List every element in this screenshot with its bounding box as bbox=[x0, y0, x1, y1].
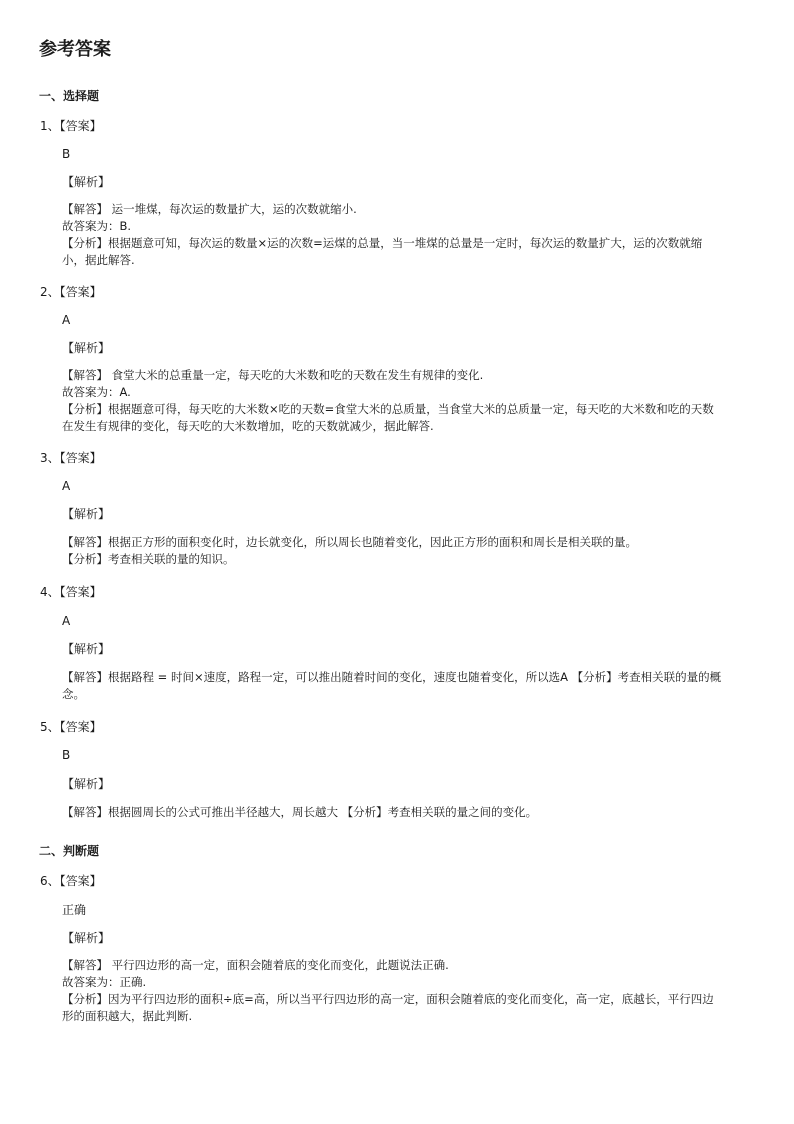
analysis-line: 【解答】 食堂大米的总重量一定，每天吃的大米数和吃的天数在发生有规律的变化. bbox=[62, 368, 484, 382]
analysis-line: 【解答】 平行四边形的高一定，面积会随着底的变化而变化，此题说法正确. bbox=[62, 958, 449, 972]
analysis-line: 【解答】 运一堆煤，每次运的数量扩大，运的次数就缩小. bbox=[62, 202, 357, 216]
analysis-heading: 【解析】 bbox=[62, 175, 111, 189]
analysis-line: 【分析】根据题意可知，每次运的数量×运的次数=运煤的总量，当一堆煤的总量是一定时，每次运的数量扩大，运的次数就缩小，据此解答. bbox=[62, 236, 703, 267]
analysis-heading: 【解析】 bbox=[62, 341, 111, 355]
analysis-line: 故答案为：B. bbox=[62, 219, 132, 233]
analysis-line: 【解答】根据圆周长的公式可推出半径越大，周长越大 【分析】考查相关联的量之间的变化。 bbox=[62, 805, 538, 819]
question-answer: B bbox=[62, 147, 71, 161]
question-label: 6、【答案】 bbox=[40, 874, 102, 888]
analysis-line: 故答案为：正确. bbox=[62, 975, 147, 989]
analysis-line: 【分析】考查相关联的量的知识。 bbox=[62, 552, 235, 566]
question-answer: A bbox=[62, 614, 71, 628]
question-label: 3、【答案】 bbox=[40, 451, 102, 465]
analysis-line: 【分析】因为平行四边形的面积÷底=高，所以当平行四边形的高一定，面积会随着底的变化而变化，高一定，底越长，平行四边形的面积越大，据此判断. bbox=[62, 992, 714, 1023]
analysis-body bbox=[62, 669, 722, 703]
analysis-line: 【分析】根据题意可得，每天吃的大米数×吃的天数=食堂大米的总质量，当食堂大米的总质量一定，每天吃的大米数和吃的天数在发生有规律的变化，每天吃的大米数增加，吃的天数就减少，据此解答. bbox=[62, 402, 714, 433]
analysis-heading: 【解析】 bbox=[62, 777, 111, 791]
analysis-body bbox=[62, 201, 722, 269]
question-answer: A bbox=[62, 479, 71, 493]
analysis-heading: 【解析】 bbox=[62, 931, 111, 945]
analysis-body bbox=[62, 957, 722, 1025]
section-title-judgement: 二、判断题 bbox=[39, 844, 100, 858]
question-answer: A bbox=[62, 313, 71, 327]
analysis-heading: 【解析】 bbox=[62, 642, 111, 656]
analysis-line: 故答案为：A. bbox=[62, 385, 131, 399]
question-answer: B bbox=[62, 748, 71, 762]
analysis-body bbox=[62, 367, 722, 435]
question-label: 1、【答案】 bbox=[40, 119, 102, 133]
question-label: 4、【答案】 bbox=[40, 585, 102, 599]
section-title-choice: 一、选择题 bbox=[39, 89, 100, 103]
page-title: 参考答案 bbox=[39, 39, 111, 60]
analysis-line: 【解答】根据路程 = 时间×速度，路程一定，可以推出随着时间的变化，速度也随着变化，所以选A 【分析】考查相关联的量的概念。 bbox=[62, 670, 722, 701]
analysis-body bbox=[62, 804, 722, 821]
analysis-body bbox=[62, 534, 722, 568]
question-label: 2、【答案】 bbox=[40, 285, 102, 299]
question-label: 5、【答案】 bbox=[40, 720, 102, 734]
analysis-line: 【解答】根据正方形的面积变化时，边长就变化，所以周长也随着变化，因此正方形的面积和周长是相关联的量。 bbox=[62, 535, 637, 549]
analysis-heading: 【解析】 bbox=[62, 507, 111, 521]
question-answer: 正确 bbox=[62, 903, 87, 917]
